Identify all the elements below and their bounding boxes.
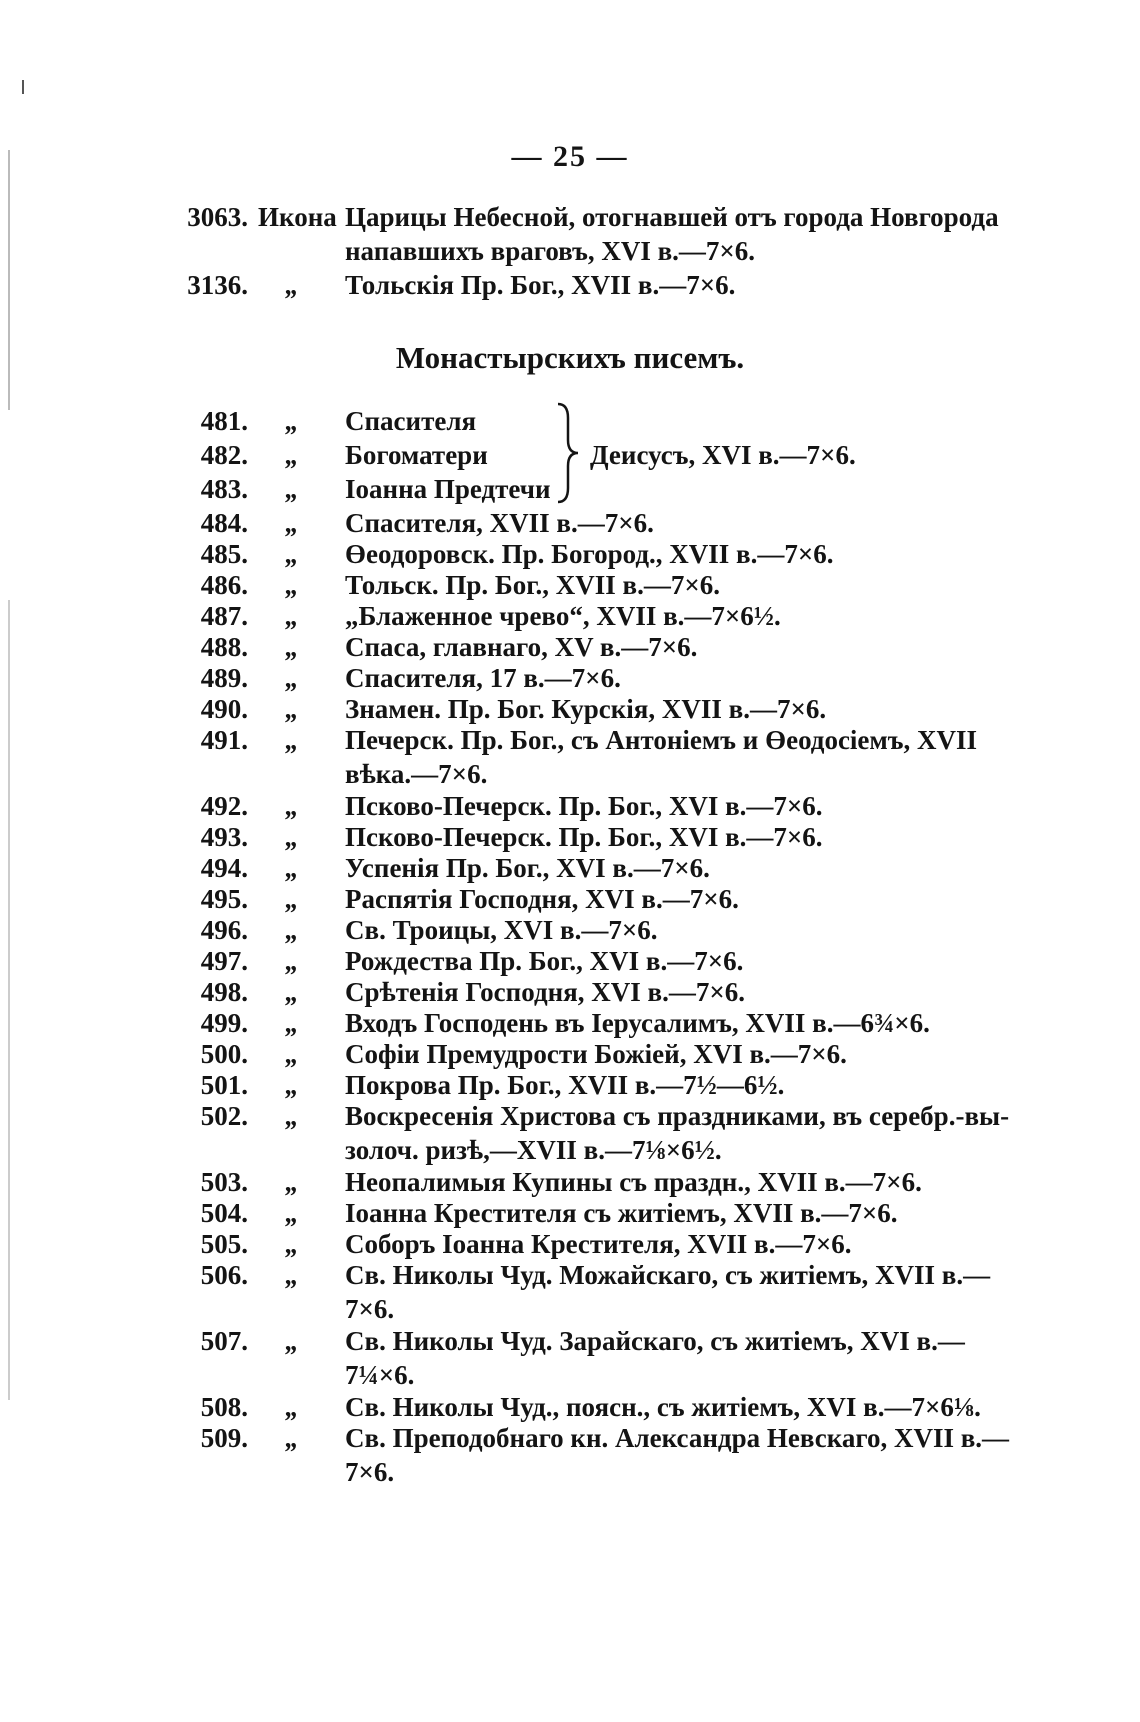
entry-number: 488. <box>200 632 248 662</box>
entry-number: 502. <box>200 1101 248 1131</box>
ditto-mark: „ <box>285 946 299 976</box>
ditto-mark: „ <box>285 1260 299 1290</box>
ditto-mark: „ <box>285 791 299 821</box>
entry-number: 500. <box>200 1039 248 1069</box>
ditto-mark: „ <box>285 1326 299 1356</box>
entry-number: 508. <box>200 1392 248 1422</box>
entry-text: Св. Николы Чуд., поясн., съ житіемъ, XVI в.—7×6⅛. <box>345 1392 981 1422</box>
entry-text: Воскресенія Христова съ праздниками, въ серебр.-вы- <box>345 1101 1010 1131</box>
entry-text: Спасителя, 17 в.—7×6. <box>345 663 621 693</box>
ditto-mark: „ <box>285 725 299 755</box>
ditto-mark: „ <box>285 884 299 914</box>
entry-text: Спаса, главнаго, XV в.—7×6. <box>345 632 698 662</box>
entry-text: Рождества Пр. Бог., XVI в.—7×6. <box>345 946 744 976</box>
ditto-mark: „ <box>285 539 299 569</box>
entry-number: 492. <box>200 791 248 821</box>
ditto-mark: „ <box>285 663 299 693</box>
ditto-mark: „ <box>285 270 299 300</box>
entry-text: Св. Николы Чуд. Зарайскаго, съ житіемъ, XVI в.— <box>345 1326 965 1356</box>
ditto-mark: „ <box>285 1039 299 1069</box>
entry-text: Соборъ Іоанна Крестителя, XVII в.—7×6. <box>345 1229 852 1259</box>
ditto-mark: „ <box>285 474 299 504</box>
ditto-mark: „ <box>285 1198 299 1228</box>
entry-text: Успенія Пр. Бог., XVI в.—7×6. <box>345 853 710 883</box>
entry-text: Спасителя <box>345 406 477 436</box>
section-heading: Монастырскихъ писемъ. <box>395 340 745 375</box>
ditto-mark: „ <box>285 1167 299 1197</box>
entry-number: 491. <box>200 725 248 755</box>
ditto-mark: „ <box>285 1423 299 1453</box>
page-number: — 25 — <box>511 140 629 173</box>
entry-continuation: 7×6. <box>345 1457 395 1487</box>
entry-number: 485. <box>200 539 248 569</box>
ditto-mark: „ <box>285 915 299 945</box>
entry-text: Софіи Премудрости Божіей, XVI в.—7×6. <box>345 1039 847 1069</box>
entry-number: 489. <box>200 663 248 693</box>
entry-continuation: золоч. ризѣ,—XVII в.—7⅛×6½. <box>345 1135 722 1165</box>
entry-text: Тольскія Пр. Бог., XVII в.—7×6. <box>345 270 736 300</box>
entry-number: 493. <box>200 822 248 852</box>
ditto-mark: „ <box>285 508 299 538</box>
ditto-mark: „ <box>285 822 299 852</box>
entry-number: 487. <box>200 601 248 631</box>
entry-number: 483. <box>200 474 248 504</box>
entry-text: Печерск. Пр. Бог., съ Антоніемъ и Өеодосіемъ, XVII <box>345 725 978 755</box>
entry-text: Неопалимыя Купины съ праздн., XVII в.—7×6. <box>345 1167 922 1197</box>
entry-text: Срѣтенія Господня, XVI в.—7×6. <box>345 977 745 1007</box>
entry-text: Тольск. Пр. Бог., XVII в.—7×6. <box>345 570 720 600</box>
scan-mark <box>22 80 24 94</box>
entry-text: Псково-Печерск. Пр. Бог., XVI в.—7×6. <box>345 822 823 852</box>
ditto-mark: „ <box>285 694 299 724</box>
ditto-mark: „ <box>285 440 299 470</box>
entry-text: Покрова Пр. Бог., XVII в.—7½—6½. <box>345 1070 785 1100</box>
entry-text: Іоанна Предтечи <box>345 474 551 504</box>
ditto-mark: „ <box>285 1392 299 1422</box>
entry-number: 496. <box>200 915 248 945</box>
entry-number: 501. <box>200 1070 248 1100</box>
entry-number: 486. <box>200 570 248 600</box>
entry-continuation: напавшихъ враговъ, XVI в.—7×6. <box>345 236 756 266</box>
entry-text: Богоматери <box>345 440 488 470</box>
entry-continuation: 7×6. <box>345 1294 395 1324</box>
entry-number: 481. <box>200 406 248 436</box>
entry-number: 484. <box>200 508 248 538</box>
ditto-mark: „ <box>285 1229 299 1259</box>
entry-text: Іоанна Крестителя съ житіемъ, XVII в.—7×6. <box>345 1198 898 1228</box>
entry-number: 504. <box>200 1198 248 1228</box>
entry-number: 507. <box>200 1326 248 1356</box>
entry-number: 506. <box>200 1260 248 1290</box>
ditto-mark: „ <box>285 1008 299 1038</box>
ditto-mark: „ <box>285 1101 299 1131</box>
entry-text: Царицы Небесной, отогнавшей отъ города Новгорода <box>345 202 999 232</box>
entry-text: Св. Николы Чуд. Можайскаго, съ житіемъ, XVII в.— <box>345 1260 991 1290</box>
group-note: Деисусъ, XVI в.—7×6. <box>590 440 856 470</box>
entry-number: 494. <box>200 853 248 883</box>
entry-text: Спасителя, XVII в.—7×6. <box>345 508 654 538</box>
ditto-mark: „ <box>285 853 299 883</box>
ditto-mark: „ <box>285 977 299 1007</box>
entry-number: 3136. <box>187 270 248 300</box>
entry-text: Псково-Печерск. Пр. Бог., XVI в.—7×6. <box>345 791 823 821</box>
entry-number: 503. <box>200 1167 248 1197</box>
entry-number: 495. <box>200 884 248 914</box>
entry-text: Распятія Господня, XVI в.—7×6. <box>345 884 739 914</box>
entry-number: 505. <box>200 1229 248 1259</box>
entry-lead-word: Икона <box>258 202 337 232</box>
entry-text: Өеодоровск. Пр. Богород., XVII в.—7×6. <box>345 539 834 569</box>
entry-number: 499. <box>200 1008 248 1038</box>
entry-text: Св. Преподобнаго кн. Александра Невскаго, XVII в.— <box>345 1423 1010 1453</box>
entry-number: 497. <box>200 946 248 976</box>
grouping-brace <box>554 400 584 506</box>
ditto-mark: „ <box>285 1070 299 1100</box>
ditto-mark: „ <box>285 406 299 436</box>
entry-text: Св. Троицы, XVI в.—7×6. <box>345 915 658 945</box>
entry-number: 509. <box>200 1423 248 1453</box>
entry-text: Знамен. Пр. Бог. Курскія, XVII в.—7×6. <box>345 694 827 724</box>
entry-number: 498. <box>200 977 248 1007</box>
entry-continuation: вѣка.—7×6. <box>345 759 488 789</box>
ditto-mark: „ <box>285 570 299 600</box>
entry-number: 490. <box>200 694 248 724</box>
ditto-mark: „ <box>285 632 299 662</box>
entry-text: Входъ Господень въ Іерусалимъ, XVII в.—6¾×6. <box>345 1008 930 1038</box>
entry-text: „Блаженное чрево“, XVII в.—7×6½. <box>345 601 781 631</box>
entry-number: 482. <box>200 440 248 470</box>
ditto-mark: „ <box>285 601 299 631</box>
entry-number: 3063. <box>187 202 248 232</box>
entry-continuation: 7¼×6. <box>345 1360 415 1390</box>
